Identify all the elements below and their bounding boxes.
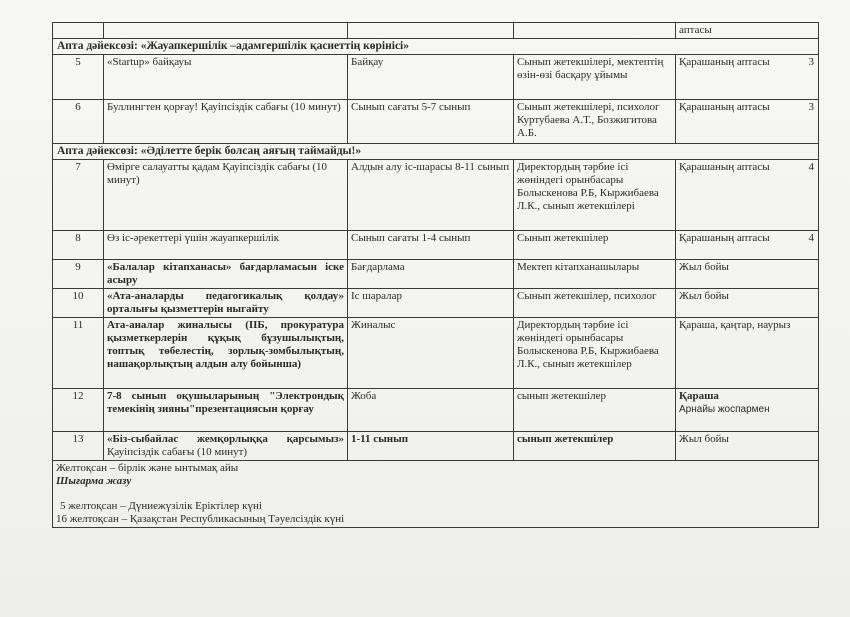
table-row (53, 231, 819, 260)
time-note: Арнайы жоспармен (679, 404, 770, 415)
row-number: 9 (53, 260, 104, 289)
footer-cell (53, 461, 819, 528)
time-cell: Қараша, қаңтар, наурыз (676, 318, 819, 389)
form-cell: Іс шаралар (348, 289, 514, 318)
event-cell (104, 432, 348, 461)
row-number: 11 (53, 318, 104, 389)
form-cell: 1-11 сынып (348, 432, 514, 461)
responsible-cell: Сынып жетекшілері, психолог Куртубаева А.Т., Бозжигитова А.Б. (514, 100, 676, 144)
table-row (53, 432, 819, 461)
table-row (53, 23, 819, 39)
footer-row (53, 461, 819, 528)
table-row (53, 289, 819, 318)
event-cell: Өз іс-әрекеттері үшін жауапкершілік (104, 231, 348, 260)
event-cell: «Ата-аналарды педагогикалық қолдау» орталығы қызметтерін ныгайту (104, 289, 348, 318)
week-number: 4 (808, 232, 814, 244)
form-cell: Алдын алу іс-шарасы 8-11 сынып (348, 160, 514, 231)
event-cell: Ата-аналар жиналысы (ІІБ, прокуратура қызметкерлерін құқық бұзушылықтың, топтық төбелестің, зорлық-зомбылықтың, нашақорлықтың алдын алу бойынша) (104, 318, 348, 389)
table-row (53, 100, 819, 144)
section-quote: Апта дәйексөзі: «Жауапкершілік –адамгершілік қасиеттің көрінісі» (53, 39, 819, 55)
form-cell: Байқау (348, 55, 514, 100)
form-cell: Жиналыс (348, 318, 514, 389)
week-number: 4 (808, 161, 814, 173)
event-cell: «Балалар кітапханасы» бағдарламасын іске асыру (104, 260, 348, 289)
time-cell: Жыл бойы (676, 289, 819, 318)
event-title: «Біз-сыбайлас жемқорлыққа қарсымыз» (107, 433, 344, 445)
week-number: 3 (808, 101, 814, 113)
responsible-cell: Директордың тәрбие ісі жөніндегі орынбасары Болыскенова Р.Б, Кыржибаева Л.К., сынып жетекшілер (514, 318, 676, 389)
section-header (53, 39, 819, 55)
month-title: Желтоқсан – бірлік және ынтымақ айы (56, 462, 239, 474)
responsible-cell: Сынып жетекшілер (514, 231, 676, 260)
responsible-cell: Директордың тәрбие ісі жөніндегі орынбасары Болыскенова Р.Б, Кыржибаева Л.К., сынып жетекшілері (514, 160, 676, 231)
row-number: 7 (53, 160, 104, 231)
responsible-cell: Сынып жетекшілері, мектептің өзін-өзі басқару ұйымы (514, 55, 676, 100)
responsible-cell: сынып жетекшілер (514, 432, 676, 461)
event-cell: Өмірге салауатты қадам Қауіпсіздік сабағы (10 минут) (104, 160, 348, 231)
row-number: 8 (53, 231, 104, 260)
form-cell: Сынып сағаты 5-7 сынып (348, 100, 514, 144)
month-topic: Шығарма жазу (56, 475, 132, 487)
event-cell: «Startup» байқауы (104, 55, 348, 100)
time-cell: Жыл бойы (676, 260, 819, 289)
row-number: 10 (53, 289, 104, 318)
week-number: 3 (808, 56, 814, 68)
row-number: 5 (53, 55, 104, 100)
row-number: 6 (53, 100, 104, 144)
table-row (53, 160, 819, 231)
table-row (53, 318, 819, 389)
table-row (53, 389, 819, 432)
responsible-cell: Сынып жетекшілер, психолог (514, 289, 676, 318)
time-cell: Қарашаның аптасы 3 (676, 100, 819, 144)
responsible-cell: сынып жетекшілер (514, 389, 676, 432)
time-cell: Қарашаның аптасы 4 (676, 231, 819, 260)
row-number: 13 (53, 432, 104, 461)
time-month: Қараша (679, 390, 719, 402)
table-row (53, 55, 819, 100)
time-cell: Қарашаның аптасы 4 (676, 160, 819, 231)
form-cell: Сынып сағаты 1-4 сынып (348, 231, 514, 260)
event-cell: 7-8 сынып оқушыларының "Электрондық темекінің зияны"презентациясын қорғау (104, 389, 348, 432)
time-cell: Қарашаның аптасы 3 (676, 55, 819, 100)
time-cell: Жыл бойы (676, 432, 819, 461)
plan-table (52, 22, 819, 528)
section-header (53, 144, 819, 160)
section-quote: Апта дәйексөзі: «Әділетте берік болсаң аяғың таймайды!» (53, 144, 819, 160)
table-row (53, 260, 819, 289)
event-subtitle: Қауіпсіздік сабағы (10 минут) (107, 446, 248, 458)
time-cell: аптасы (676, 23, 819, 39)
event-cell: Буллингтен қорғау! Қауіпсіздік сабағы (10 минут) (104, 100, 348, 144)
holiday-line: 16 желтоқсан – Қазақстан Республикасының Тәуелсіздік күні (56, 513, 345, 525)
time-cell (676, 389, 819, 432)
form-cell: Жоба (348, 389, 514, 432)
row-number: 12 (53, 389, 104, 432)
form-cell: Бағдарлама (348, 260, 514, 289)
responsible-cell: Мектеп кітапханашылары (514, 260, 676, 289)
holiday-line: 5 желтоқсан – Дүниежүзілік Еріктілер күні (60, 500, 262, 512)
